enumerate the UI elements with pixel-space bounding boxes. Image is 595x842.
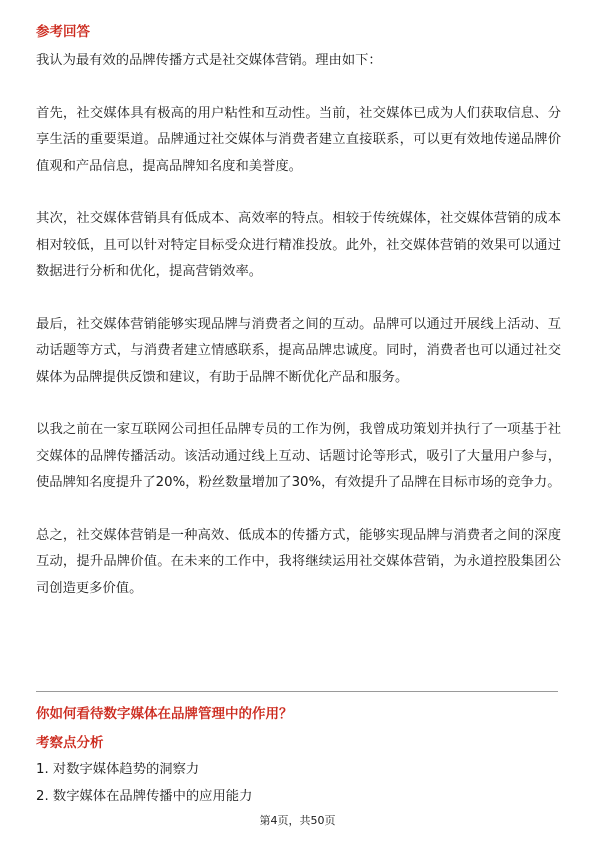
page-number: 第4页，共50页 bbox=[259, 814, 336, 827]
section-divider bbox=[36, 691, 558, 692]
analysis-point-2: 2. 数字媒体在品牌传播中的应用能力 bbox=[36, 789, 253, 804]
reference-answer-heading: 参考回答 bbox=[36, 24, 90, 40]
answer-paragraph-2: 其次，社交媒体营销具有低成本、高效率的特点。相较于传统媒体，社交媒体营销的成本相对较低，且可以针对特定目标受众进行精准投放。此外，社交媒体营销的效果可以通过数据进行分析和优化，提高营销效率。 bbox=[36, 211, 561, 279]
answer-intro: 我认为最有效的品牌传播方式是社交媒体营销。理由如下： bbox=[36, 53, 382, 68]
question-title: 你如何看待数字媒体在品牌管理中的作用？ bbox=[36, 706, 293, 722]
answer-paragraph-5: 总之，社交媒体营销是一种高效、低成本的传播方式，能够实现品牌与消费者之间的深度互动，提升品牌价值。在未来的工作中，我将继续运用社交媒体营销，为永道控股集团公司创造更多价值。 bbox=[36, 527, 561, 596]
analysis-point-list bbox=[36, 756, 252, 810]
analysis-heading: 考察点分析 bbox=[36, 735, 104, 751]
answer-paragraph-3: 最后，社交媒体营销能够实现品牌与消费者之间的互动。品牌可以通过开展线上活动、互动话题等方式，与消费者建立情感联系，提高品牌忠诚度。同时，消费者也可以通过社交媒体为品牌提供反馈和建议，有助于品牌不断优化产品和服务。 bbox=[36, 316, 561, 385]
analysis-point-1: 1. 对数字媒体趋势的洞察力 bbox=[36, 762, 200, 777]
answer-paragraph-4: 以我之前在一家互联网公司担任品牌专员的工作为例，我曾成功策划并执行了一项基于社交媒体的品牌传播活动。该活动通过线上互动、话题讨论等形式，吸引了大量用户参与，使品牌知名度提升了20%，粉丝数量增加了30%，有效提升了品牌在目标市场的竞争力。 bbox=[36, 422, 561, 490]
answer-section bbox=[36, 23, 561, 602]
answer-paragraph-1: 首先，社交媒体具有极高的用户粘性和互动性。当前，社交媒体已成为人们获取信息、分享生活的重要渠道。品牌通过社交媒体与消费者建立直接联系，可以更有效地传递品牌价值观和产品信息，提高品牌知名度和美誉度。 bbox=[36, 105, 561, 174]
